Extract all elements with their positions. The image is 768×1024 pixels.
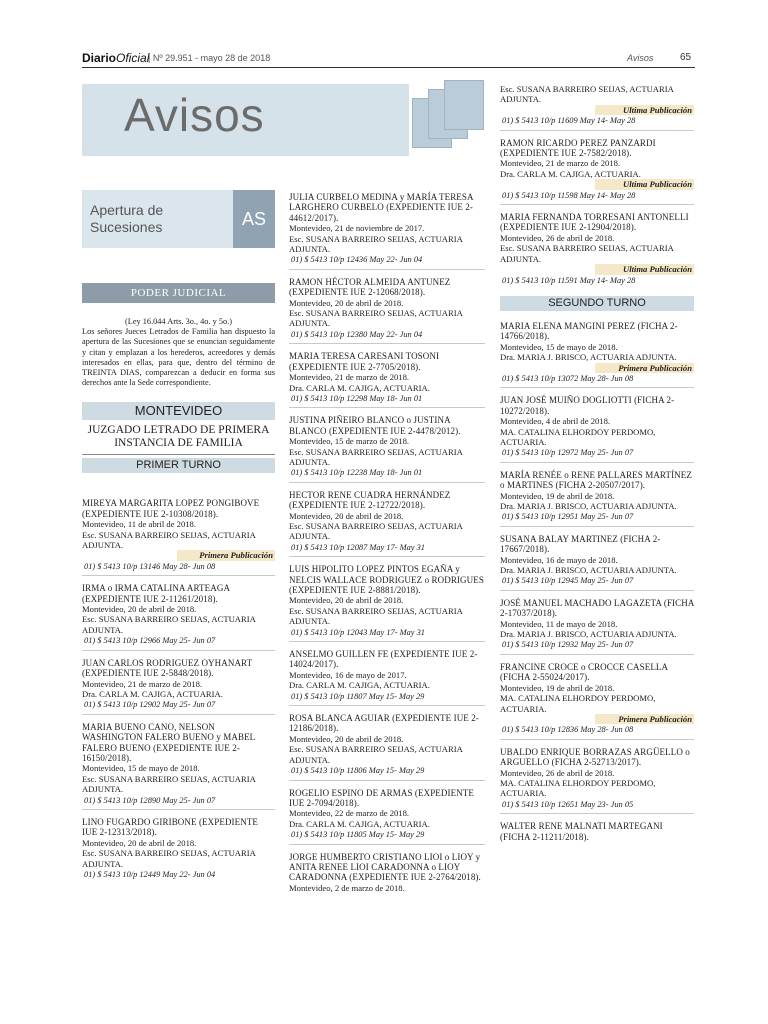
publication-tag: Primera Publicación	[177, 550, 275, 560]
actuary-signature: Esc. SUSANA BARREIRO SEIJAS, ACTUARIA ADJUNTA.	[289, 744, 463, 765]
notice-entry	[289, 192, 485, 270]
notice-date: Montevideo, 15 de mayo de 2018.	[500, 341, 618, 352]
section-title: Avisos	[124, 89, 265, 141]
decedent-name: MARIA ELENA MANGINI PEREZ (FICHA 2-14766/2018).	[500, 320, 678, 342]
notice-list	[500, 321, 694, 845]
notice-reference: 01) $ 5413 10/p 13146 May 28- Jun 08	[84, 561, 216, 571]
notice-date: Montevideo, 21 de marzo de 2018.	[289, 372, 410, 383]
publication-tag: Ultima Publicación	[595, 264, 694, 274]
notice-list	[289, 192, 485, 896]
subsection-label: Apertura de Sucesiones	[90, 202, 164, 235]
decedent-name: ANSELMO GUILLEN FE (EXPEDIENTE IUE 2-14024/2017).	[289, 649, 478, 670]
actuary-signature: Esc. SUSANA BARREIRO SEIJAS, ACTUARIA ADJUNTA.	[82, 773, 256, 795]
notice-date: Montevideo, 21 de noviembre de 2017.	[289, 223, 425, 234]
notice-date: Montevideo, 20 de abril de 2018.	[82, 837, 197, 848]
notice-date: Montevideo, 26 de abril de 2018.	[500, 767, 615, 778]
actuary-signature: Dra. MARIA J. BRISCO, ACTUARIA ADJUNTA.	[500, 565, 677, 576]
notice-date: Montevideo, 11 de mayo de 2018.	[500, 618, 618, 629]
decedent-name: ROSA BLANCA AGUIAR (EXPEDIENTE IUE 2-12186/2018).	[289, 713, 479, 734]
notice-entry	[289, 277, 485, 344]
notice-date: Montevideo, 22 de marzo de 2018.	[289, 808, 410, 819]
notice-date: Montevideo, 20 de abril de 2018.	[82, 604, 197, 615]
subsection-header	[82, 190, 275, 248]
notice-entry	[82, 498, 275, 576]
notice-date: Montevideo, 21 de marzo de 2018.	[500, 158, 621, 169]
actuary-signature: Esc. SUSANA BARREIRO SEIJAS, ACTUARIA ADJUNTA.	[289, 446, 463, 467]
actuary-signature: Esc. SUSANA BARREIRO SEIJAS, ACTUARIA ADJUNTA.	[82, 848, 256, 869]
notice-date: Montevideo, 15 de marzo de 2018.	[289, 436, 410, 447]
actuary-signature: Dra. CARLA M. CAJIGA, ACTUARIA.	[500, 168, 641, 179]
notice-reference: 01) $ 5413 10/p 12298 May 18- Jun 01	[291, 393, 423, 403]
notice-reference: 01) $ 5413 10/p 12380 May 22- Jun 04	[291, 329, 423, 339]
notice-entry	[289, 649, 485, 706]
actuary-signature: Esc. SUSANA BARREIRO SEIJAS, ACTUARIA ADJUNTA.	[289, 233, 463, 255]
notice-date: Montevideo, 26 de abril de 2018.	[500, 232, 615, 243]
law-text: Los señores Jueces Letrados de Familia han dispuesto la apertura de las Sucesiones que se enuncian seguidamente y citan y emplazan a los herederos, acreedores y demás interesados en ellas, para que, dentro del término de TREINTA DIAS, comparezcan a deducir en forma sus derechos ante la Sede correspondiente.	[82, 327, 275, 388]
column-3	[500, 84, 694, 852]
section-name: Avisos	[627, 53, 654, 63]
notice-entry	[289, 564, 485, 642]
notice-reference: 01) $ 5413 10/p 12902 May 25- Jun 07	[84, 700, 216, 710]
notice-entry	[82, 658, 275, 715]
subsection-code: AS	[233, 190, 275, 248]
decedent-name: IRMA o IRMA CATALINA ARTEAGA (EXPEDIENTE IUE 2-11261/2018).	[82, 583, 230, 604]
notice-reference: 01) $ 5413 10/p 12836 May 28- Jun 08	[502, 725, 634, 735]
notice-reference: 01) $ 5413 10/p 12087 May 17- May 31	[291, 542, 425, 552]
actuary-signature: Esc. SUSANA BARREIRO SEIJAS, ACTUARIA ADJUNTA.	[82, 529, 256, 551]
actuary-signature: Dra. CARLA M. CAJIGA, ACTUARIA.	[289, 818, 430, 829]
juzgado-heading: JUZGADO LETRADO DE PRIMERA INSTANCIA DE FAMILIA	[82, 420, 275, 455]
actuary-signature: MA. CATALINA ELHORDOY PERDOMO, ACTUARIA.	[500, 693, 656, 714]
notice-entry	[289, 788, 485, 845]
actuary-signature: Dra. MARIA J. BRISCO, ACTUARIA ADJUNTA.	[500, 629, 677, 640]
notice-reference: 01) $ 5413 10/p 12238 May 18- Jun 01	[291, 468, 423, 478]
page-header	[82, 50, 695, 68]
notice-date: Montevideo, 15 de mayo de 2018.	[82, 763, 200, 774]
notice-entry	[289, 713, 485, 780]
decedent-name: HECTOR RENE CUADRA HERNÁNDEZ (EXPEDIENTE IUE 2-12722/2018).	[289, 489, 451, 511]
law-notice	[82, 311, 275, 398]
section-banner	[82, 84, 409, 156]
publication-tag: Primera Publicación	[595, 363, 694, 373]
notice-entry	[500, 821, 694, 845]
decedent-name: JOSÉ MANUEL MACHADO LAGAZETA (FICHA 2-17037/2018).	[500, 597, 694, 619]
notice-entry	[500, 84, 694, 131]
column-2	[289, 192, 485, 903]
publication-tag: Ultima Publicación	[595, 179, 694, 189]
notice-date: Montevideo, 20 de abril de 2018.	[289, 595, 404, 606]
notice-reference: 01) $ 5413 10/p 12972 May 25- Jun 07	[502, 448, 634, 458]
decedent-name: SUSANA BALAY MARTINEZ (FICHA 2-17667/2018).	[500, 533, 661, 555]
notice-date: Montevideo, 21 de marzo de 2018.	[82, 678, 203, 689]
notice-date: Montevideo, 20 de abril de 2018.	[289, 733, 404, 744]
law-title: (Ley 16.044 Arts. 3o., 4o. y 5o.)	[125, 317, 232, 326]
notice-reference: 01) $ 5413 10/p 11806 May 15- May 29	[291, 766, 425, 776]
actuary-signature: Dra. MARIA J. BRISCO, ACTUARIA ADJUNTA.	[500, 352, 677, 363]
notice-list	[500, 84, 694, 289]
notice-date: Montevideo, 16 de mayo de 2018.	[500, 554, 618, 565]
notice-entry	[82, 817, 275, 883]
decedent-name: JUAN JOSÉ MUIÑO DOGLIOTTI (FICHA 2-10272/2018).	[500, 395, 675, 416]
publication-tag: Primera Publicación	[595, 714, 694, 724]
decedent-name: RAMON RICARDO PEREZ PANZARDI (EXPEDIENTE IUE 2-7582/2018).	[500, 137, 656, 159]
actuary-signature: Esc. SUSANA BARREIRO SEIJAS, ACTUARIA ADJUNTA.	[289, 308, 463, 329]
notice-entry	[500, 321, 694, 388]
notice-entry	[289, 351, 485, 408]
notice-reference: 01) $ 5413 10/p 12945 May 25- Jun 07	[502, 576, 634, 586]
notice-entry	[500, 395, 694, 462]
notice-entry	[500, 662, 694, 740]
notice-entry	[289, 415, 485, 482]
actuary-signature: MA. CATALINA ELHORDOY PERDOMO, ACTUARIA.	[500, 426, 656, 447]
notice-entry	[500, 470, 694, 527]
notice-reference: 01) $ 5413 10/p 12890 May 25- Jun 07	[84, 795, 216, 805]
publication-tag: Ultima Publicación	[595, 105, 694, 115]
notice-entry	[82, 583, 275, 650]
notice-date: Montevideo, 2 de marzo de 2018.	[289, 882, 405, 893]
actuary-signature: Esc. SUSANA BARREIRO SEIJAS, ACTUARIA ADJUNTA.	[82, 614, 256, 635]
notice-reference: 01) $ 5413 10/p 11591 May 14- May 28	[502, 275, 636, 285]
notice-date: Montevideo, 20 de abril de 2018.	[289, 510, 404, 521]
decedent-name: JORGE HUMBERTO CRISTIANO LIOI o LIOY y ANITA RENEE LIOI CARADONNA o LIOY CARADONNA (EXPEDIENTE IUE 2-2764/2018).	[289, 851, 481, 883]
notice-entry	[500, 747, 694, 814]
notice-date: Montevideo, 4 de abril de 2018.	[500, 416, 611, 427]
montevideo-heading: MONTEVIDEO	[82, 402, 275, 420]
decedent-name: RAMON HÉCTOR ALMEIDA ANTUNEZ (EXPEDIENTE IUE 2-12068/2018).	[289, 276, 451, 298]
decedent-name: MIREYA MARGARITA LOPEZ PONGIBOVE (EXPEDIENTE IUE 2-10308/2018).	[82, 498, 260, 519]
notice-reference: 01) $ 5413 10/p 12449 May 22- Jun 04	[84, 870, 216, 880]
notice-entry	[500, 212, 694, 289]
notice-date: Montevideo, 11 de abril de 2018.	[82, 519, 197, 530]
poder-judicial-bar: PODER JUDICIAL	[82, 283, 275, 303]
actuary-signature: Dra. CARLA M. CAJIGA, ACTUARIA.	[289, 382, 430, 393]
notice-entry	[500, 534, 694, 591]
notice-reference: 01) $ 5413 10/p 12966 May 25- Jun 07	[84, 636, 216, 646]
notice-reference: 01) $ 5413 10/p 13072 May 28- Jun 08	[502, 373, 634, 383]
notice-entry	[500, 598, 694, 655]
decedent-name: MARIA TERESA CARESANI TOSONI (EXPEDIENTE IUE 2-7705/2018).	[289, 351, 440, 372]
notice-entry	[500, 138, 694, 205]
notice-entry	[289, 852, 485, 897]
actuary-signature: Dra. CARLA M. CAJIGA, ACTUARIA.	[289, 680, 430, 691]
notice-date: Montevideo, 20 de abril de 2018.	[289, 297, 404, 308]
notice-reference: 01) $ 5413 10/p 11609 May 14- May 28	[502, 116, 636, 126]
segundo-turno-heading: SEGUNDO TURNO	[500, 296, 694, 311]
actuary-signature: Dra. MARIA J. BRISCO, ACTUARIA ADJUNTA.	[500, 501, 677, 511]
notice-reference: 01) $ 5413 10/p 12932 May 25- Jun 07	[502, 640, 634, 650]
notice-date: Montevideo, 16 de mayo de 2017.	[289, 669, 407, 680]
actuary-signature: Esc. SUSANA BARREIRO SEIJAS, ACTUARIA ADJUNTA.	[289, 605, 463, 627]
notice-reference: 01) $ 5413 10/p 11807 May 15- May 29	[291, 691, 425, 701]
decedent-name: JUSTINA PIÑEIRO BLANCO o JUSTINA BLANCO (EXPEDIENTE IUE 2-4478/2012).	[289, 415, 461, 436]
column-1	[82, 283, 275, 890]
decedent-name: MARIA BUENO CANO, NELSON WASHINGTON FALERO BUENO y MABEL FALERO BUENO (EXPEDIENTE IUE 2-16150/2018).	[82, 721, 255, 763]
decedent-name: LINO FUGARDO GIRIBONE (EXPEDIENTE IUE 2-12313/2018).	[82, 816, 259, 838]
documents-icon	[408, 80, 488, 170]
notice-date: Montevideo, 19 de abril de 2018.	[500, 490, 615, 501]
actuary-signature: Esc. SUSANA BARREIRO SEIJAS, ACTUARIA ADJUNTA.	[500, 243, 674, 264]
primer-turno-heading: PRIMER TURNO	[82, 458, 275, 473]
decedent-name: JUAN CARLOS RODRIGUEZ OYHANART (EXPEDIENTE IUE 2-5848/2018).	[82, 657, 253, 679]
notice-list	[82, 498, 275, 883]
issue-info: | Nº 29.951 - mayo 28 de 2018	[148, 53, 271, 63]
notice-reference: 01) $ 5413 10/p 11598 May 14- May 28	[502, 190, 636, 200]
decedent-name: UBALDO ENRIQUE BORRAZAS ARGÜELLO o ARGUELLO (FICHA 2-52713/2017).	[500, 746, 690, 768]
notice-reference: 01) $ 5413 10/p 12043 May 17- May 31	[291, 627, 425, 637]
decedent-name: WALTER RENE MALNATI MARTEGANI (FICHA 2-11211/2018).	[500, 821, 663, 842]
decedent-name: MARÍA RENÉE o RENE PALLARES MARTÍNEZ o MARTINES (FICHA 2-20507/2017).	[500, 469, 692, 491]
notice-reference: 01) $ 5413 10/p 12436 May 22- Jun 04	[291, 255, 423, 265]
actuary-signature: MA. CATALINA ELHORDOY PERDOMO, ACTUARIA.	[500, 777, 656, 799]
notice-reference: 01) $ 5413 10/p 12651 May 23- Jun 05	[502, 799, 634, 809]
notice-reference: 01) $ 5413 10/p 12951 May 25- Jun 07	[502, 512, 634, 522]
notice-date: Montevideo, 19 de abril de 2018.	[500, 682, 615, 693]
decedent-name: LUIS HIPOLITO LOPEZ PINTOS EGAÑA y NELCIS WALLACE RODRIGUEZ o RODRIGUES (EXPEDIENTE IUE 2-8881/2018).	[289, 564, 484, 595]
notice-reference: 01) $ 5413 10/p 11805 May 15- May 29	[291, 830, 425, 840]
notice-entry	[82, 722, 275, 810]
decedent-name: FRANCINE CROCE o CROCCE CASELLA (FICHA 2-55024/2017).	[500, 661, 668, 683]
decedent-name: ROGELIO ESPINO DE ARMAS (EXPEDIENTE IUE 2-7094/2018).	[289, 787, 474, 808]
actuary-signature: Esc. SUSANA BARREIRO SEIJAS, ACTUARIA ADJUNTA.	[500, 84, 674, 105]
publication-logo: DiarioOficial	[82, 51, 150, 65]
page-number: 65	[680, 52, 692, 63]
actuary-signature: Dra. CARLA M. CAJIGA, ACTUARIA.	[82, 688, 223, 699]
notice-entry	[289, 490, 485, 557]
decedent-name: JULIA CURBELO MEDINA y MARÍA TERESA LARGHERO CURBELO (EXPEDIENTE IUE 2-44612/2017).	[289, 192, 474, 223]
actuary-signature: Esc. SUSANA BARREIRO SEIJAS, ACTUARIA ADJUNTA.	[289, 520, 463, 542]
decedent-name: MARIA FERNANDA TORRESANI ANTONELLI (EXPEDIENTE IUE 2-12904/2018).	[500, 212, 689, 233]
